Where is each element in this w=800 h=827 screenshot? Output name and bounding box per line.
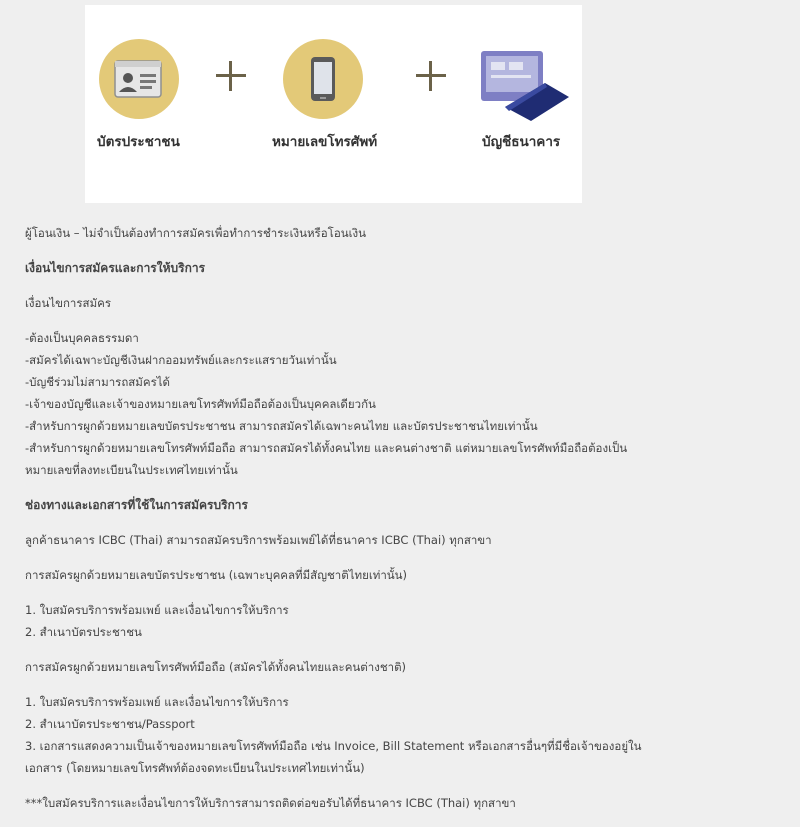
id-card-icon	[99, 39, 179, 119]
content	[25, 222, 785, 827]
phone-reg-list	[25, 691, 785, 779]
terms-item: -เจ้าของบัญชีและเจ้าของหมายเลขโทรศัพท์มือถือต้องเป็นบุคคลเดียวกัน	[25, 397, 376, 411]
bank-book-icon	[475, 45, 571, 125]
terms-item: -บัญชีร่วมไม่สามารถสมัครได้	[25, 375, 171, 389]
caption-id-card: บัตรประชาชน	[97, 134, 180, 150]
phone-reg-item: เอกสาร (โดยหมายเลขโทรศัพท์ต้องจดทะเบียนในประเทศไทยเท่านั้น)	[25, 761, 365, 775]
footer-note: ***ใบสมัครบริการและเงื่อนไขการให้บริการสามารถติดต่อขอรับได้ที่ธนาคาร ICBC (Thai) ทุกสาขา	[25, 796, 516, 810]
phone-reg-item: 1. ใบสมัครบริการพร้อมเพย์ และเงื่อนไขการให้บริการ	[25, 695, 289, 709]
caption-phone-number: หมายเลขโทรศัพท์	[272, 134, 378, 150]
phone-reg-item: 3. เอกสารแสดงความเป็นเจ้าของหมายเลขโทรศัพท์มือถือ เช่น Invoice, Bill Statement หรือเอกสารอื่นๆที่มีชื่อเจ้าของอยู่ใน	[25, 739, 642, 753]
sub-terms: เงื่อนไขการสมัคร	[25, 296, 112, 310]
mobile-phone-circle	[283, 39, 363, 119]
plus-icon	[216, 61, 246, 91]
terms-list	[25, 327, 785, 481]
terms-item: -สมัครได้เฉพาะบัญชีเงินฝากออมทรัพย์และกระแสรายวันเท่านั้น	[25, 353, 337, 367]
mobile-phone-icon	[283, 39, 363, 119]
caption-bank-account: บัญชีธนาคาร	[482, 134, 561, 150]
terms-item: หมายเลขที่ลงทะเบียนในประเทศไทยเท่านั้น	[25, 463, 238, 477]
id-reg-item: 2. สำเนาบัตรประชาชน	[25, 625, 142, 639]
terms-item: -สำหรับการผูกด้วยหมายเลขโทรศัพท์มือถือ สามารถสมัครได้ทั้งคนไทย และคนต่างชาติ แต่หมายเลขโทรศัพท์มือถือต้องเป็น	[25, 441, 628, 455]
id-card-circle	[99, 39, 179, 119]
plus-icon	[416, 61, 446, 91]
channels-note: ลูกค้าธนาคาร ICBC (Thai) สามารถสมัครบริการพร้อมเพย์ได้ที่ธนาคาร ICBC (Thai) ทุกสาขา	[25, 533, 492, 547]
phone-reg-title: การสมัครผูกด้วยหมายเลขโทรศัพท์มือถือ (สมัครได้ทั้งคนไทยและคนต่างชาติ)	[25, 660, 407, 674]
payer-note: ผู้โอนเงิน – ไม่จำเป็นต้องทำการสมัครเพื่อทำการชำระเงินหรือโอนเงิน	[25, 226, 366, 240]
heading-terms: เงื่อนไขการสมัครและการให้บริการ	[25, 261, 206, 275]
terms-item: -ต้องเป็นบุคคลธรรมดา	[25, 331, 139, 345]
phone-reg-item: 2. สำเนาบัตรประชาชน/Passport	[25, 717, 195, 731]
heading-channels: ช่องทางและเอกสารที่ใช้ในการสมัครบริการ	[25, 498, 248, 512]
id-reg-item: 1. ใบสมัครบริการพร้อมเพย์ และเงื่อนไขการให้บริการ	[25, 603, 289, 617]
id-reg-list	[25, 599, 785, 643]
terms-item: -สำหรับการผูกด้วยหมายเลขบัตรประชาชน สามารถสมัครได้เฉพาะคนไทย และบัตรประชาชนไทยเท่านั้น	[25, 419, 538, 433]
id-reg-title: การสมัครผูกด้วยหมายเลขบัตรประชาชน (เฉพาะบุคคลที่มีสัญชาติไทยเท่านั้น)	[25, 568, 407, 582]
promptpay-banner	[85, 5, 582, 203]
